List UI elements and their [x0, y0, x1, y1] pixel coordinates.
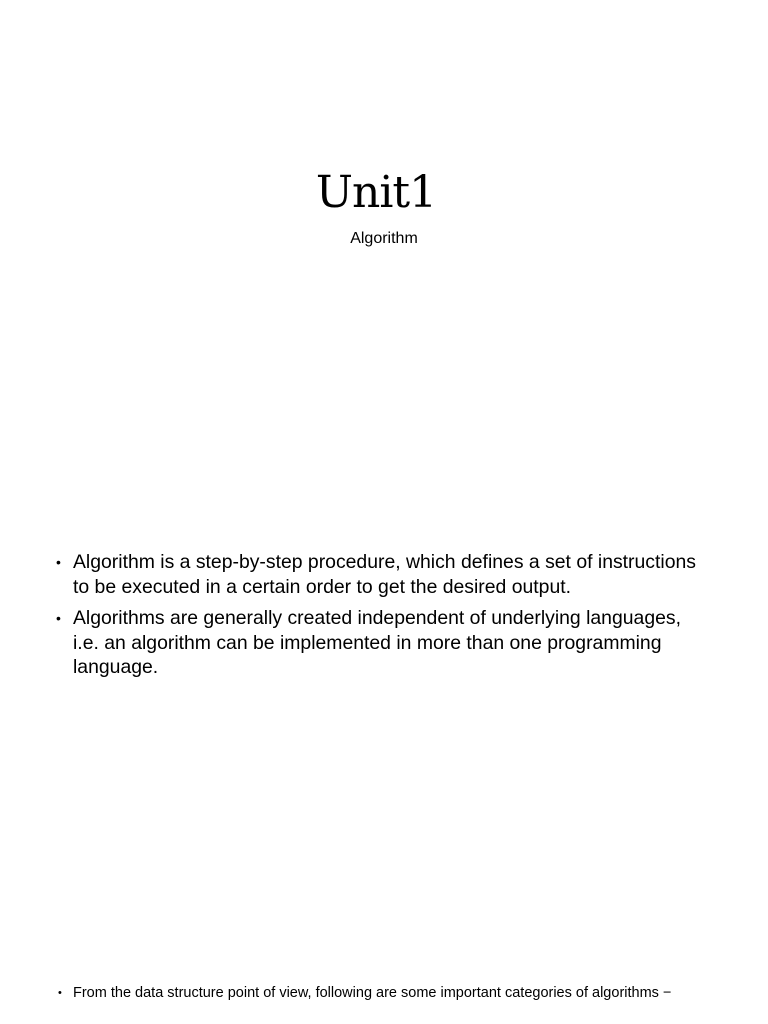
bullet-icon: • — [56, 610, 61, 626]
slide-title: Unit1 — [315, 167, 437, 218]
bullet-text: Algorithms are generally created independent of underlying languages, i.e. an algorithm can be implemented in more than one programming language. — [73, 607, 681, 678]
categories-bullet-list — [58, 984, 738, 1003]
bullet-text: From the data structure point of view, following are some important categories of algorithms − — [73, 985, 672, 1001]
definition-bullet-list — [56, 550, 696, 687]
bullet-icon: • — [58, 987, 62, 999]
bullet-item — [56, 550, 696, 599]
bullet-item — [56, 606, 696, 680]
bullet-icon: • — [56, 554, 61, 570]
slide-subtitle: Algorithm — [350, 230, 418, 247]
bullet-text: Algorithm is a step-by-step procedure, which defines a set of instructions to be executed in a certain order to get the desired output. — [73, 551, 696, 598]
bullet-item — [58, 984, 738, 1003]
